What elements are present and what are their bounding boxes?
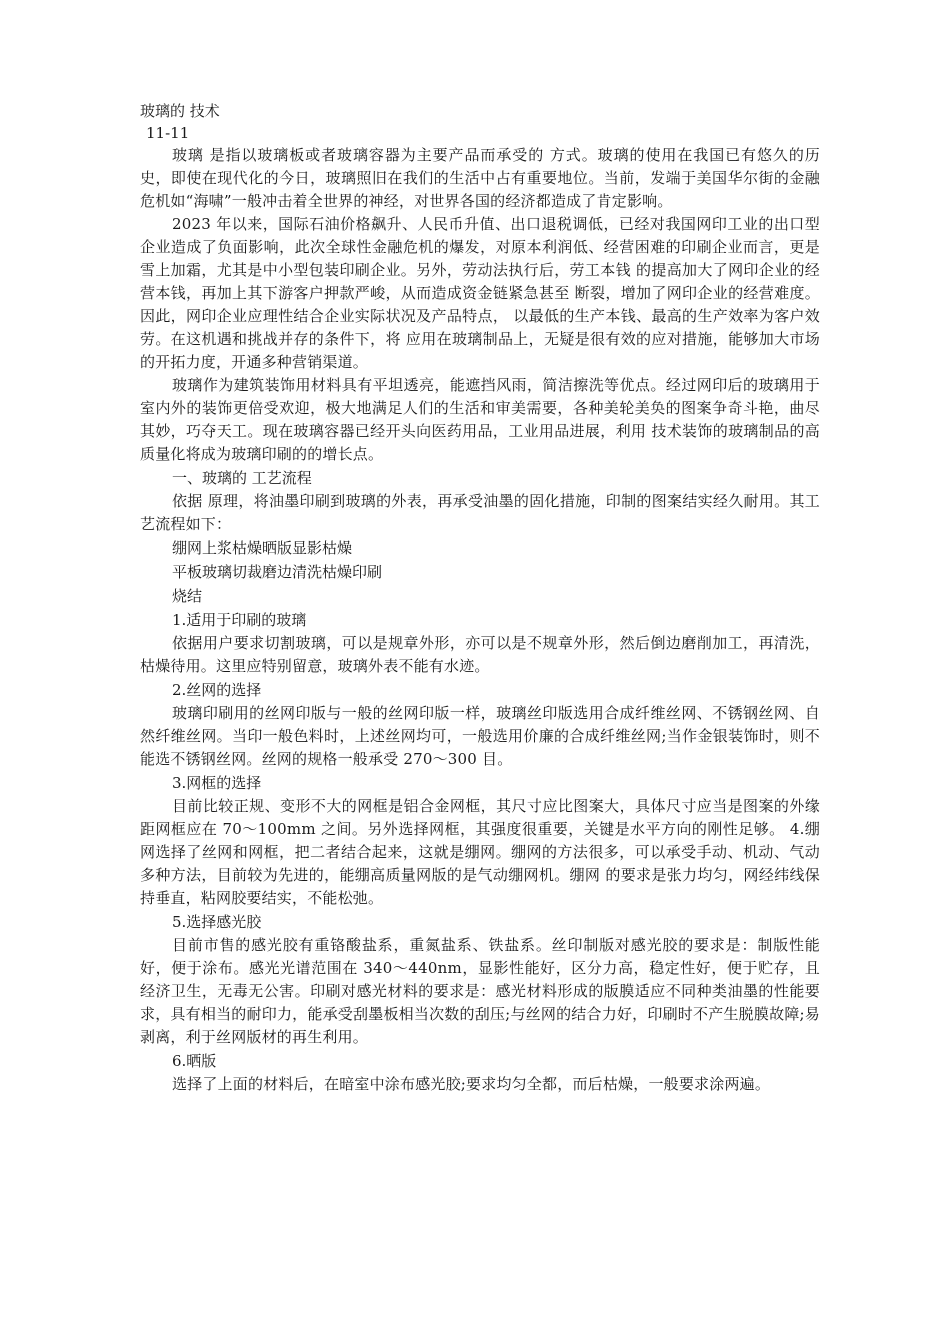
flow-line-3: 烧结	[172, 587, 203, 605]
intro-paragraph-2: 2023 年以来，国际石油价格飙升、人民币升值、出口退税调低，已经对我国网印工业的出口型企业造成了负面影响，此次全球性金融危机的爆发，对原本利润低、经营困难的印刷企业而言，更是雪上加霜，尤其是中小型包装印刷企业。另外，劳动法执行后，劳工本钱 的提高加大了网印企业的经营本钱，再加上其下游客户押款严峻，从而造成资金链紧急甚至 断裂，增加了网印企业的经营难度。因此，网印企业应理性结合企业实际状况及产品特点， 以最低的生产本钱、最高的生产效率为客户效劳。在这机遇和挑战并存的条件下，将 应用在玻璃制品上，无疑是很有效的应对措施，能够加大市场的开拓力度，开通多种营销渠道。	[140, 215, 820, 371]
item1-heading: 1.适用于印刷的玻璃	[172, 611, 307, 629]
intro-paragraph-3: 玻璃作为建筑装饰用材料具有平坦透亮，能遮挡风雨，简洁擦洗等优点。经过网印后的玻璃用于室内外的装饰更倍受欢迎，极大地满足人们的生活和审美需要，各种美轮美奂的图案争奇斗艳，曲尽其妙，巧夺天工。现在玻璃容器已经开头向医药用品，工业用品进展，利用 技术装饰的玻璃制品的高质量化将成为玻璃印刷的的增长点。	[140, 376, 820, 463]
item1-text: 依据用户要求切割玻璃，可以是规章外形，亦可以是不规章外形，然后倒边磨削加工，再清洗，枯燥待用。这里应特别留意，玻璃外表不能有水迹。	[140, 634, 820, 675]
item5-text: 目前市售的感光胶有重铬酸盐系，重氮盐系、铁盐系。丝印制版对感光胶的要求是：制版性能好，便于涂布。感光光谱范围在 340～440nm，显影性能好，区分力高，稳定性好，便于贮存，且经济卫生，无毒无公害。印刷对感光材料的要求是：感光材料形成的版膜适应不同种类油墨的性能要求，具有相当的耐印力，能承受刮墨板相当次数的刮压;与丝网的结合力好，印刷时不产生脱膜故障;易剥离，利于丝网版材的再生利用。	[140, 936, 820, 1046]
document-page	[140, 100, 820, 1096]
item2-heading: 2.丝网的选择	[172, 681, 262, 699]
flow-line-1: 绷网上浆枯燥晒版显影枯燥	[172, 539, 353, 557]
item5-heading: 5.选择感光胶	[172, 913, 262, 931]
section1-text: 依据 原理，将油墨印刷到玻璃的外表，再承受油墨的固化措施，印制的图案结实经久耐用。其工艺流程如下：	[140, 492, 820, 533]
item6-heading: 6.晒版	[172, 1052, 217, 1070]
doc-title: 玻璃的 技术	[140, 102, 220, 120]
item6-text: 选择了上面的材料后，在暗室中涂布感光胶;要求均匀全都，而后枯燥，一般要求涂两遍。	[172, 1075, 771, 1093]
section1-heading: 一、玻璃的 工艺流程	[172, 469, 312, 487]
item3-heading: 3.网框的选择	[172, 774, 262, 792]
item3-text: 目前比较正规、变形不大的网框是铝合金网框，其尺寸应比图案大，具体尺寸应当是图案的外缘距网框应在 70～100mm 之间。另外选择网框，其强度很重要，关键是水平方向的刚性足够。 4.绷网选择了丝网和网框，把二者结合起来，这就是绷网。绷网的方法很多，可以承受手动、机动、气动多种方法，目前较为先进的，能绷高质量网版的是气动绷网机。绷网 的要求是张力均匀，网经纬线保持垂直，粘网胶要结实，不能松弛。	[140, 797, 820, 907]
flow-line-2: 平板玻璃切裁磨边清洗枯燥印刷	[172, 563, 383, 581]
doc-date: 11-11	[146, 124, 190, 142]
intro-paragraph-1: 玻璃 是指以玻璃板或者玻璃容器为主要产品而承受的 方式。玻璃的使用在我国已有悠久的历史，即使在现代化的今日，玻璃照旧在我们的生活中占有重要地位。当前，发端于美国华尔街的金融危机如“海啸”一般冲击着全世界的神经，对世界各国的经济都造成了肯定影响。	[140, 146, 820, 210]
item2-text: 玻璃印刷用的丝网印版与一般的丝网印版一样，玻璃丝印版选用合成纤维丝网、不锈钢丝网、自然纤维丝网。当印一般色料时，上述丝网均可，一般选用价廉的合成纤维丝网;当作金银装饰时，则不能选不锈钢丝网。丝网的规格一般承受 270～300 目。	[140, 704, 820, 768]
